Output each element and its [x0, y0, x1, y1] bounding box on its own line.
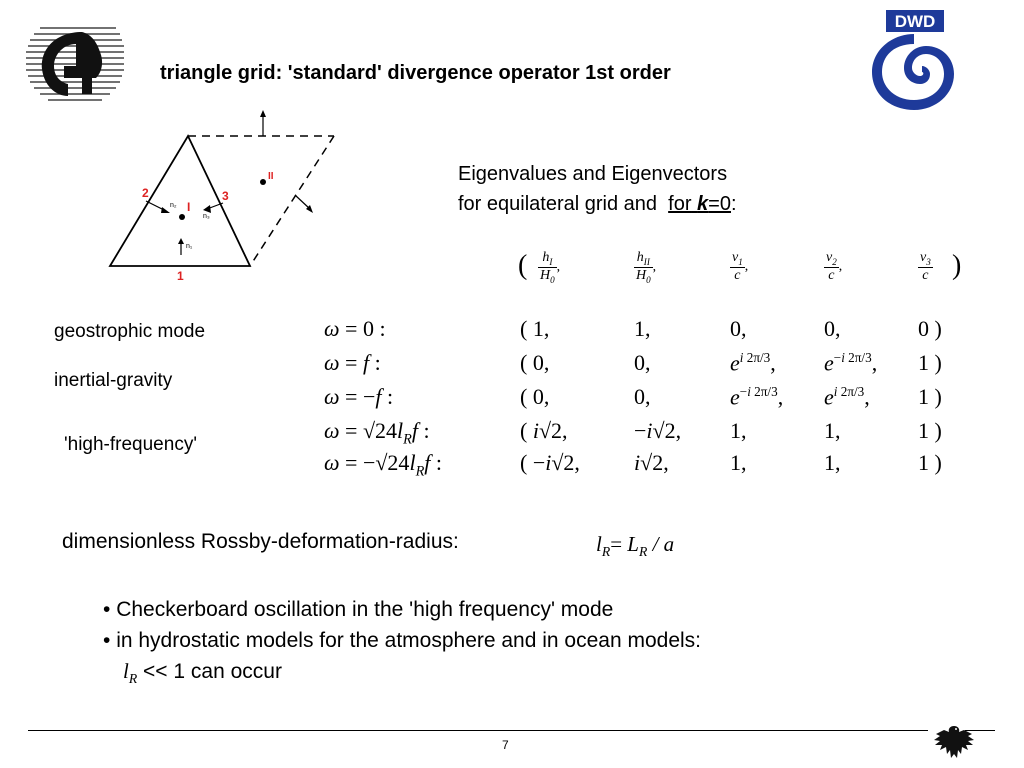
vector-row-4: ( i√2, — [520, 418, 568, 443]
page-title: triangle grid: 'standard' divergence operator 1st order — [160, 62, 671, 84]
omega-row-5: $\omega = -√24l_Rf$ : — [324, 450, 443, 480]
dwd-logo — [864, 6, 964, 116]
label-inertial-gravity: inertial-gravity — [54, 370, 173, 391]
omega-row-1: ω = 0 : — [324, 316, 386, 341]
omega-row-4: $\omega = √24l_Rf$ : — [324, 418, 430, 448]
vector-header-hI: $\frac{h_I}{H_0}$ , — [540, 250, 561, 285]
vector-header-close-paren: ) — [952, 250, 962, 281]
vector-header-v2: $\frac{v_2}{c}$ , — [826, 250, 843, 283]
edge-label-3: 3 — [222, 189, 229, 203]
label-high-frequency: 'high-frequency' — [64, 434, 197, 455]
label-geostrophic: geostrophic mode — [54, 321, 206, 342]
normal-label-n2: n₂ — [170, 202, 177, 209]
vector-header-v1: $\frac{v_1}{c}$ , — [732, 250, 749, 283]
triangle-cell-i — [110, 136, 250, 266]
vector-row-3: ( 0, — [520, 384, 550, 409]
footer-rule — [28, 730, 928, 731]
vector-row-1-c4: 0, — [824, 316, 841, 341]
vector-row-3-c4: $e^{i 2\pi/3}$, — [824, 384, 870, 410]
vector-header-v3: $\frac{v_3}{c}$ — [920, 250, 931, 283]
vector-row-2-c4: $e^{-i 2\pi/3}$, — [824, 350, 878, 376]
vector-row-2-c5: 1 ) — [918, 350, 942, 375]
vector-row-4-c4: 1, — [824, 418, 841, 443]
vector-row-3-c3: $e^{-i 2\pi/3}$, — [730, 384, 784, 410]
vector-row-1: ( 1, — [520, 316, 550, 341]
vector-row-5-c3: 1, — [730, 450, 747, 475]
normal-arrow — [295, 195, 310, 209]
vector-row-4-c3: 1, — [730, 418, 747, 443]
vector-row-5-c4: 1, — [824, 450, 841, 475]
vector-row-1-c2: 1, — [634, 316, 651, 341]
eigen-header-line1: Eigenvalues and Eigenvectors — [458, 163, 728, 185]
vector-row-1-c5: 0 ) — [918, 316, 942, 341]
vector-row-2: ( 0, — [520, 350, 550, 375]
omega-row-2: ω = f : — [324, 350, 381, 375]
bullet-item-3: $l_R << 1$ can occur — [123, 659, 282, 687]
rossby-formula: $l_R= L_R / a$ — [596, 532, 675, 560]
triangle-grid-diagram — [100, 105, 340, 285]
page-number: 7 — [502, 738, 509, 752]
vector-row-3-c2: 0, — [634, 384, 651, 409]
normal-label-n3: n₃ — [203, 213, 210, 220]
normal-label-n1: n₁ — [186, 243, 193, 250]
eigen-header-line2: for equilateral grid and for k=0: — [458, 193, 737, 215]
bullet-item-2: • in hydrostatic models for the atmosphere and in ocean models: — [103, 629, 702, 652]
vector-row-5-c2: i√2, — [634, 450, 669, 475]
left-logo — [12, 14, 130, 114]
vector-row-1-c3: 0, — [730, 316, 747, 341]
federal-eagle-icon — [932, 722, 976, 766]
vector-row-4-c2: −i√2, — [634, 418, 682, 443]
vector-row-5-c5: 1 ) — [918, 450, 942, 475]
eigen-header — [458, 159, 737, 219]
cell-label-ii: II — [268, 171, 274, 182]
vector-row-3-c5: 1 ) — [918, 384, 942, 409]
bullet-item-1: • Checkerboard oscillation in the 'high frequency' mode — [103, 598, 614, 621]
vector-row-5: ( −i√2, — [520, 450, 580, 475]
dwd-logo-text: DWD — [894, 12, 936, 31]
rossby-label: dimensionless Rossby-deformation-radius: — [62, 530, 459, 553]
cell-center-i — [179, 214, 185, 220]
omega-row-3: ω = −f : — [324, 384, 394, 409]
vector-header-open-paren: ( — [518, 250, 528, 281]
vector-row-4-c5: 1 ) — [918, 418, 942, 443]
neighbor-cell-edge — [250, 136, 334, 266]
vector-header-hII: $\frac{h_{II}}{H_0}$ , — [636, 250, 657, 285]
edge-label-1: 1 — [177, 269, 184, 283]
vector-row-2-c3: $e^{i 2\pi/3}$, — [730, 350, 776, 376]
edge-label-2: 2 — [142, 186, 149, 200]
cell-label-i: I — [187, 200, 191, 214]
cell-center-ii — [260, 179, 266, 185]
bullet-list — [103, 594, 701, 694]
vector-row-2-c2: 0, — [634, 350, 651, 375]
